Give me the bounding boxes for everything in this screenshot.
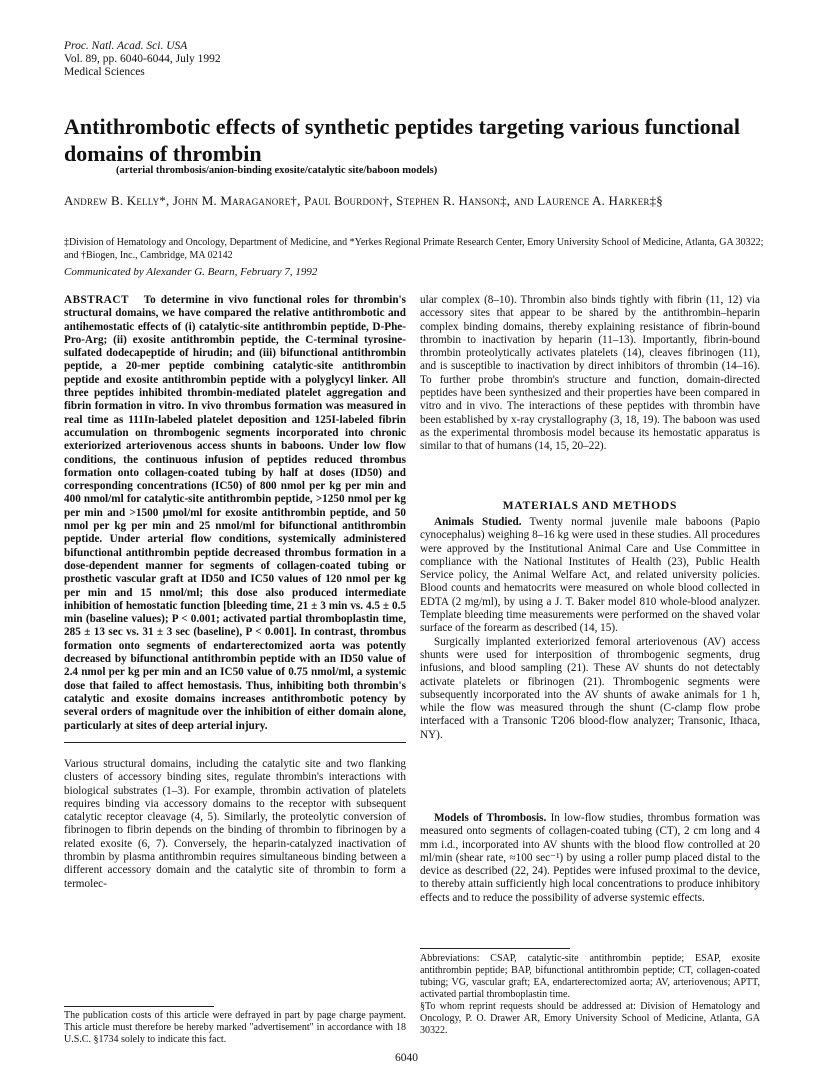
journal-name: Proc. Natl. Acad. Sci. USA: [64, 40, 188, 52]
animals-text: Twenty normal juvenile male baboons (Papio cynocephalus) weighing 8–16 kg were used in these studies. All procedures were approved by the Institutional Animal Care and Use Committee in compliance with the National Institutes of Health (23), Public Health Service policy, the Animal Welfare Act, and related university policies. Blood counts and hematocrits were measured on whole blood collected in EDTA (2 mg/ml), by using a J. T. Baker model 810 whole-blood analyzer. Template bleeding time measurements were performed on the shaved volar surface of the forearm as described (14, 15).: [420, 516, 760, 635]
journal-section: Medical Sciences: [64, 66, 145, 78]
intro-paragraph: Various structural domains, including the catalytic site and two flanking clusters of accessory binding sites, regulate thrombin's interactions with biological substrates (1–3). For example, thrombin activation of platelets requires binding via accessory domains to the receptor with subsequent catalytic receptor cleavage (4, 5). Similarly, the proteolytic conversion of fibrinogen to fibrin depends on the binding of thrombin to fibrinogen by a related exosite (6, 7). Conversely, the heparin-catalyzed inactivation of thrombin by plasma antithrombin requires simultaneous binding between a different accessory domain and the catalytic site of thrombin to form a termolec-: [64, 758, 406, 890]
models-paragraph: [420, 812, 760, 905]
methods-heading: MATERIALS AND METHODS: [502, 500, 678, 512]
abstract-heading: ABSTRACT: [64, 294, 129, 306]
abstract-divider: [64, 742, 406, 743]
abbreviations-note: Abbreviations: CSAP, catalytic-site antithrombin peptide; ESAP, exosite antithrombin peptide; BAP, bifunctional antithrombin peptide; CT, collagen-coated tubing; VG, vascular graft; EA, endarterectomized aorta; AV, arteriovenous; APTT, activated partial thromboplastin time.: [420, 953, 760, 1000]
affiliations: ‡Division of Hematology and Oncology, Department of Medicine, and *Yerkes Regional Primate Research Center, Emory University School of Medicine, Atlanta, GA 30322; and †Biogen, Inc., Cambridge, MA 02142: [64, 237, 764, 261]
models-section: [420, 812, 760, 905]
journal-header: [64, 40, 221, 79]
methods-section: [420, 516, 760, 742]
animals-paragraph: [420, 516, 760, 636]
publication-cost-note: The publication costs of this article were defrayed in part by page charge payment. This article must therefore be hereby marked "advertisement" in accordance with 18 U.S.C. §1734 solely to indicate this fact.: [64, 1010, 406, 1045]
article-title: Antithrombotic effects of synthetic peptides targeting various functional domains of thrombin: [64, 114, 741, 166]
journal-volume: Vol. 89, pp. 6040-6044, July 1992: [64, 53, 221, 65]
abbrev-divider: [420, 948, 570, 949]
models-text: In low-flow studies, thrombus formation was measured onto segments of collagen-coated tubing (CT), 2 cm long and 4 mm i.d., incorporated into AV shunts with the blood flow controlled at 20 ml/min (shear rate, ≈100 sec⁻¹) by using a roller pump placed distal to the device as described (22, 24). Peptides were infused proximal to the device, to thereby attain sufficiently high local concentrations to produce inhibitory effects and to reduce the possibility of adverse systemic effects.: [420, 812, 760, 904]
footnotes-right: [420, 953, 760, 1037]
abstract: [64, 294, 406, 733]
communicated-by: Communicated by Alexander G. Bearn, February 7, 1992: [64, 266, 318, 278]
intro-continued-paragraph: ular complex (8–10). Thrombin also binds tightly with fibrin (11, 12) via accessory sites that appear to be shared by the antithrombin–heparin complex binding domains, thereby explaining resistance of fibrin-bound thrombin to inactivation by heparin (11–13). Importantly, fibrin-bound thrombin proteolytically activates platelets (14), cleaves fibrinogen (11), and is susceptible to inactivation by direct inhibitors of thrombin (14–16). To further probe thrombin's structure and function, domain-directed peptides have been synthesized and their properties have been compared in vitro and in vivo. The interactions of these peptides with thrombin have been established by x-ray crystallography (3, 18, 19). The baboon was used as the experimental thrombosis model because its hemostatic apparatus is similar to that of humans (14, 15, 20–22).: [420, 294, 760, 453]
page-number: 6040: [395, 1052, 418, 1064]
footnote-divider: [64, 1006, 214, 1007]
abstract-text: To determine in vivo functional roles for thrombin's structural domains, we have compared the relative antithrombotic and antihemostatic effects of (i) catalytic-site antithrombin peptide, D-Phe-Pro-Arg; (ii) exosite antithrombin peptide, the C-terminal tyrosine-sulfated dodecapeptide of hirudin; and (iii) bifunctional antithrombin peptide, a 20-mer peptide combining catalytic-site antithrombin peptide and exosite antithrombin peptide with a polyglycyl linker. All three peptides inhibited thrombin-mediated platelet aggregation and fibrin formation in vitro. In vivo thrombus formation was measured in real time as 111In-labeled platelet deposition and 125I-labeled fibrin accumulation on thrombogenic segments incorporated into chronic exteriorized arteriovenous access shunts in baboons. Under low flow conditions, the continuous infusion of peptides reduced thrombus formation onto collagen-coated tubing by half at doses (ID50) and corresponding concentrations (IC50) of 800 nmol per kg per min and 400 nmol/ml for catalytic-site antithrombin peptide, >1250 nmol per kg per min and >1500 μmol/ml for exosite antithrombin peptide, and 50 nmol per kg per min and 25 nmol/ml for bifunctional antithrombin peptide. Under arterial flow conditions, systemically administered bifunctional antithrombin peptide decreased thrombus formation in a dose-dependent manner for segments of collagen-coated tubing or prosthetic vascular graft at ID50 and IC50 values of 120 nmol per kg per min and 15 nmol/ml; this dose also produced intermediate inhibition of hemostatic function [bleeding time, 21 ± 3 min vs. 4.5 ± 0.5 min (baseline values); P < 0.001; activated partial thromboplastin time, 285 ± 13 sec vs. 31 ± 3 sec (baseline), P < 0.001]. In contrast, thrombus formation onto segments of endarterectomized aorta was potently decreased by bifunctional antithrombin peptide with an ID50 value of 2.4 nmol per kg per min and an IC50 value of 0.75 nmol/ml, a systemic dose that failed to affect hemostasis. Thus, inhibiting both thrombin's catalytic and exosite domains increases antithrombotic potency by several orders of magnitude over the inhibition of either domain alone, particularly at sites of deep arterial injury.: [64, 294, 406, 732]
animals-run-head: Animals Studied.: [434, 516, 522, 528]
article-keywords: (arterial thrombosis/anion-binding exosite/catalytic site/baboon models): [116, 165, 438, 176]
models-run-head: Models of Thrombosis.: [434, 812, 547, 824]
shunts-paragraph: Surgically implanted exteriorized femoral arteriovenous (AV) access shunts were used for interposition of thrombogenic segments, drug infusions, and blood sampling (21). These AV shunts do not detectably activate platelets or fibrinogen (21). Thrombogenic segments were subsequently incorporated into the AV shunts of awake animals for 1 h, while the flow was measured through the shunt (C-clamp flow probe interfaced with a Transonic T206 blood-flow analyzer; Transonic, Ithaca, NY).: [420, 635, 760, 741]
author-list: Andrew B. Kelly*, John M. Maraganore†, Paul Bourdon†, Stephen R. Hanson‡, and Laurence A. Harker‡§: [64, 193, 663, 208]
intro-continued: [420, 294, 760, 454]
reprint-note: §To whom reprint requests should be addressed at: Division of Hematology and Oncology, P. O. Drawer AR, Emory University School of Medicine, Atlanta, GA 30322.: [420, 1001, 760, 1036]
introduction: [64, 758, 406, 891]
